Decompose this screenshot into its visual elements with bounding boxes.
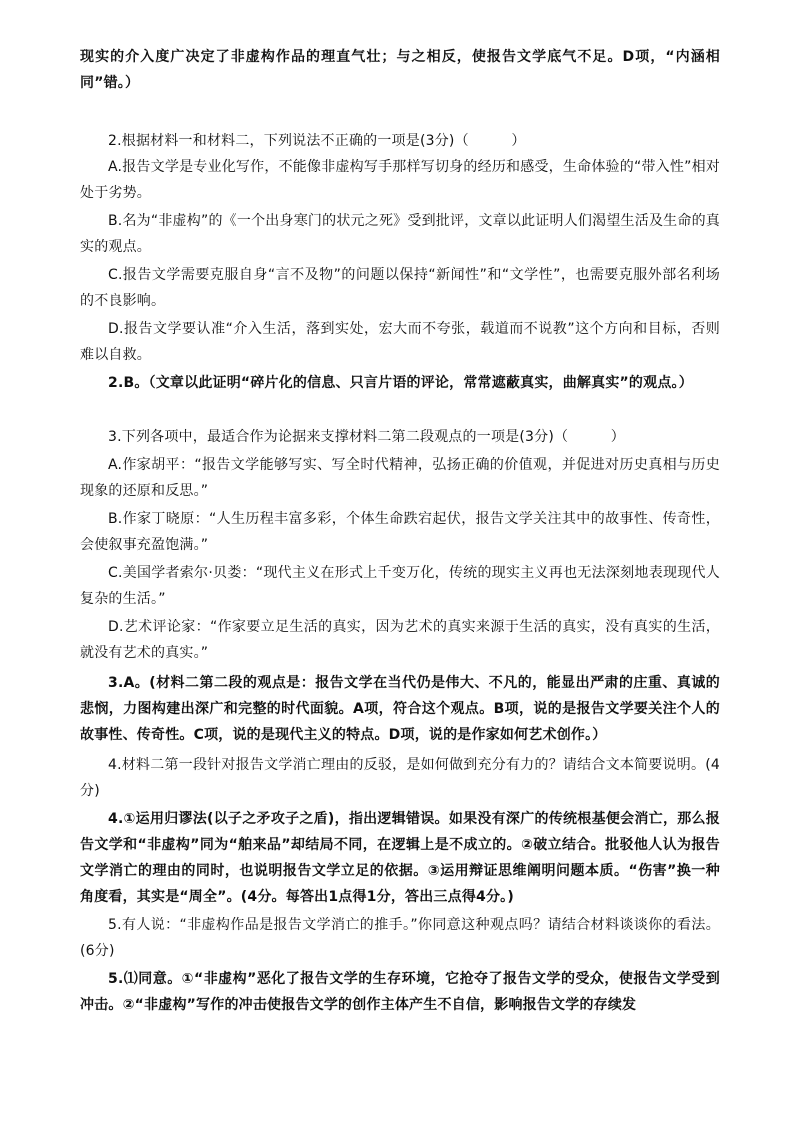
answer-4: 4.①运用归谬法(以子之矛攻子之盾)，指出逻辑错误。如果没有深广的传统根基便会消亡，那么报告文学和“非虚构”同为“舶来品”却结局不同，在逻辑上是不成立的。②破立结合。批驳他人认为报告文学消亡的理由的同时，也说明报告文学立足的依据。③运用辩证思维阐明问题本质。“伤害”换一种角度看，其实是“周全”。(4分。每答出1点得1分，答出三点得4分。) xyxy=(80,811,720,905)
question-3-option-b: B.作家丁晓原：“人生历程丰富多彩，个体生命跌宕起伏，报告文学关注其中的故事性、传奇性，会使叙事充盈饱满。” xyxy=(80,511,720,553)
question-4: 4.材料二第一段针对报告文学消亡理由的反驳，是如何做到充分有力的？请结合文本简要说明。(4分) xyxy=(80,757,720,799)
question-2-option-a: A.报告文学是专业化写作，不能像非虚构写手那样写切身的经历和感受，生命体验的“带入性”相对处于劣势。 xyxy=(80,159,720,201)
question-2-option-d: D.报告文学要认准“介入生活，落到实处，宏大而不夸张，载道而不说教”这个方向和目标，否则难以自救。 xyxy=(80,321,720,363)
answer-5: 5.⑴同意。①“非虚构”恶化了报告文学的生存环境，它抢夺了报告文学的受众，使报告文学受到冲击。②“非虚构”写作的冲击使报告文学的创作主体产生不自信，影响报告文学的存续发 xyxy=(80,971,720,1013)
answer-3: 3.A。(材料二第二段的观点是：报告文学在当代仍是伟大、不凡的，能显出严肃的庄重、真诚的悲悯，力图构建出深广和完整的时代面貌。A项，符合这个观点。B项，说的是报告文学要关注个人的故事性、传奇性。C项，说的是现代主义的特点。D项，说的是作家如何艺术创作。） xyxy=(80,675,720,743)
question-5: 5.有人说：“非虚构作品是报告文学消亡的推手。”你同意这种观点吗？请结合材料谈谈你的看法。(6分) xyxy=(80,917,720,959)
question-2-option-c: C.报告文学需要克服自身“言不及物”的问题以保持“新闻性”和“文学性”，也需要克服外部名利场的不良影响。 xyxy=(80,267,720,309)
paragraph-answer-1-end: 现实的介入度广决定了非虚构作品的理直气壮；与之相反，使报告文学底气不足。D项，“内涵相同”错。） xyxy=(80,49,720,91)
question-3: 3.下列各项中，最适合作为论据来支撑材料二第二段观点的一项是(3分)（ ） xyxy=(108,429,625,445)
answer-2: 2.B。（文章以此证明“碎片化的信息、只言片语的评论，常常遮蔽真实，曲解真实”的观点。） xyxy=(108,375,693,391)
question-2: 2.根据材料一和材料二，下列说法不正确的一项是(3分)（ ） xyxy=(108,133,526,149)
question-3-option-a: A.作家胡平：“报告文学能够写实、写全时代精神，弘扬正确的价值观，并促进对历史真相与历史现象的还原和反思。” xyxy=(80,457,720,499)
question-3-option-d: D.艺术评论家：“作家要立足生活的真实，因为艺术的真实来源于生活的真实，没有真实的生活，就没有艺术的真实。” xyxy=(80,619,720,661)
question-3-option-c: C.美国学者索尔·贝娄：“现代主义在形式上千变万化，传统的现实主义再也无法深刻地表现现代人复杂的生活。” xyxy=(80,565,720,607)
question-2-option-b: B.名为“非虚构”的《一个出身寒门的状元之死》受到批评，文章以此证明人们渴望生活及生命的真实的观点。 xyxy=(80,213,720,255)
